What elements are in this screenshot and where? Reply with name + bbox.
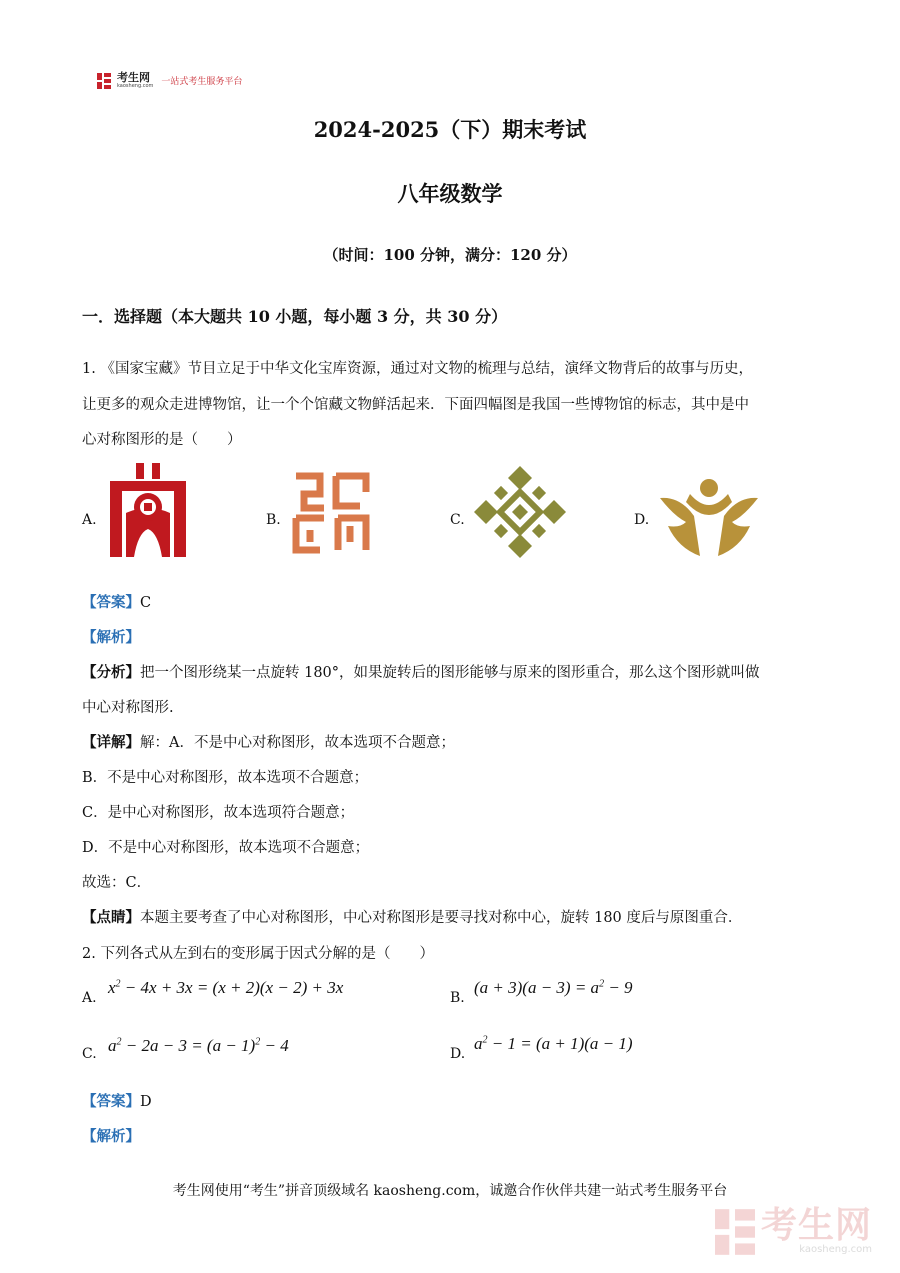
q2-c-sup2: 2 [255,1036,261,1048]
museum-logo-c-icon [474,466,566,558]
q2-c-tail: − 4 [260,1036,289,1055]
exam-subtitle: 八年级数学 [397,181,503,206]
q1-xiangjie-b: B．不是中心对称图形，故本选项不合题意； [82,770,369,786]
q2-answer-label: 【答案】 [82,1093,140,1110]
logo-cn: 考生网 [117,71,150,84]
q1-dianjing [82,908,742,928]
q1-fenxi-text1: 把一个图形绕某一点旋转 180°，如果旋转后的图形能够与原来的图形重合，那么这个图形就叫做 [140,665,760,681]
q1-analysis-label [82,628,140,648]
q1-fenxi-line1 [82,663,760,683]
watermark-text [760,1205,872,1255]
q2-d-sup: 2 [482,1034,488,1046]
q1-fenxi-line2: 中心对称图形. [82,700,174,716]
q1-answer [82,593,151,613]
q1-xiangjie-d: D．不是中心对称图形，故本选项不合题意； [82,840,370,856]
q2-b-expr: (a + 3)(a − 3) = a [474,978,600,997]
watermark [715,1205,872,1255]
q1-analysis-heading: 【解析】 [82,629,140,646]
exam-info: （时间：100 分钟，满分：120 分） [323,246,577,264]
section-title: 一．选择题（本大题共 10 小题，每小题 3 分，共 30 分） [82,307,508,326]
q2-option-d-label: D. [450,1046,466,1062]
q1-line2: 让更多的观众走进博物馆，让一个个馆藏文物鲜活起来．下面四幅图是我国一些博物馆的标志，其中是中 [82,397,749,413]
q2-option-d-expr [474,1034,633,1054]
q2-a-sup: 2 [115,978,121,990]
q1-line3: 心对称图形的是（ ） [82,432,242,448]
q2-option-b-label: B. [450,990,465,1006]
q2-option-c-expr [108,1036,289,1056]
museum-logo-d-icon [660,476,758,560]
museum-logo-b-icon [290,470,372,556]
q1-guxuan: 故选：C． [82,875,152,891]
header-slogan: 一站式考生服务平台 [161,77,243,87]
q1-option-b-label: B. [266,512,281,528]
q2-option-a-label: A. [82,990,97,1006]
exam-title: 2024-2025（下）期末考试 [313,117,587,142]
q1-xiangjie-c: C．是中心对称图形，故本选项符合题意； [82,805,355,821]
q1-xiangjie-label: 【详解】 [82,734,140,751]
q2-d-lhs: a [474,1034,483,1053]
q1-fenxi-label: 【分析】 [82,664,140,681]
q2-c-lhs: a [108,1036,117,1055]
q1-option-c-label: C. [450,512,465,528]
q1-xiangjie-a-text: 解：A．不是中心对称图形，故本选项不合题意； [140,735,455,751]
watermark-logo-icon [715,1209,755,1255]
q2-d-rest: − 1 = (a + 1)(a − 1) [487,1034,633,1053]
q2-answer-value: D [140,1094,152,1110]
q2-option-b-expr [474,978,633,998]
kaosheng-logo-icon [97,73,111,89]
q2-option-a-expr [108,978,343,998]
q1-xiangjie-a [82,733,455,753]
watermark-en: kaosheng.com [799,1244,872,1255]
logo-en: kaosheng.com [117,83,154,89]
q2-option-c-label: C. [82,1046,97,1062]
q1-option-a-label: A. [82,512,97,528]
museum-logo-a-icon [106,463,190,559]
q2-c-sup1: 2 [116,1036,122,1048]
q1-dianjing-text: 本题主要考查了中心对称图形，中心对称图形是要寻找对称中心，旋转 180 度后与原图重合． [140,910,743,926]
q2-a-lhs: x [108,978,116,997]
q2-c-rest: − 2a − 3 = (a − 1) [121,1036,256,1055]
page-footer: 考生网使用“考生”拼音顶级域名 kaosheng.com，诚邀合作伙伴共建一站式考生服务平台 [172,1183,728,1199]
q1-line1: 1. 《国家宝藏》节目立足于中华文化宝库资源，通过对文物的梳理与总结，演绎文物背后的故事与历史， [82,361,753,377]
q1-answer-value: C [140,595,152,611]
q2-stem: 2. 下列各式从左到右的变形属于因式分解的是（ ） [82,946,434,962]
q2-analysis [82,1127,140,1147]
q2-b-tail: − 9 [604,978,633,997]
q1-answer-label: 【答案】 [82,594,140,611]
q1-dianjing-label: 【点睛】 [82,909,140,926]
logo-text [117,72,153,89]
q2-b-sup: 2 [599,978,605,990]
q2-a-rest: − 4x + 3x = (x + 2)(x − 2) + 3x [120,978,344,997]
header-logo [97,72,242,89]
q1-option-d-label: D. [634,512,650,528]
q2-answer [82,1092,152,1112]
q2-analysis-label: 【解析】 [82,1128,140,1145]
watermark-cn: 考生网 [760,1205,872,1246]
